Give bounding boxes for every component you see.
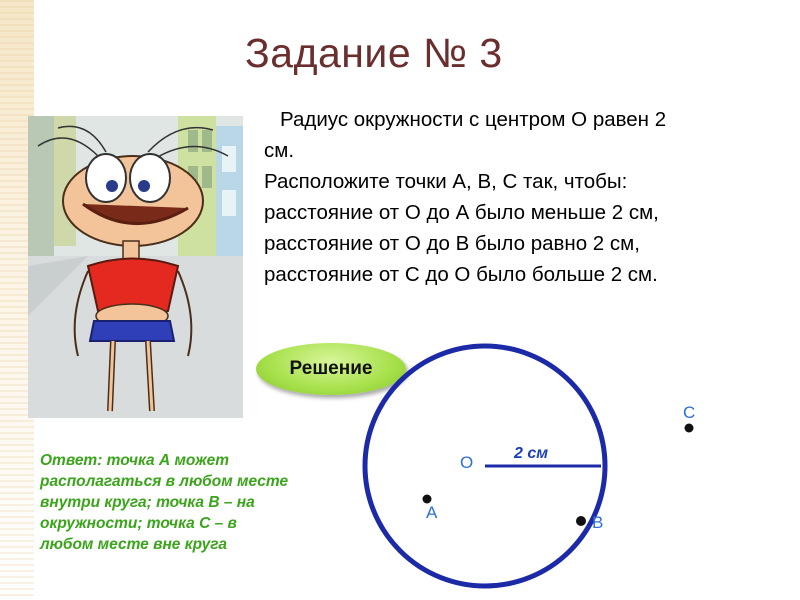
center-label: О: [460, 453, 474, 472]
radius-label: 2 см: [514, 445, 549, 462]
slide-title: Задание № 3: [245, 30, 503, 76]
problem-line: см.: [264, 139, 295, 162]
solution-button[interactable]: Решение: [256, 343, 406, 395]
problem-line: Радиус окружности с центром О равен 2: [280, 108, 667, 131]
problem-line: Расположите точки А, В, С так, чтобы:: [264, 170, 628, 193]
point-a-label: А: [426, 503, 438, 522]
answer-line: внутри круга; точка В – на: [40, 494, 255, 511]
problem-line: расстояние от С до О было больше 2 см.: [264, 263, 658, 286]
point-c-label: С: [683, 403, 696, 422]
point-c: [685, 424, 694, 433]
answer-line: окружности; точка С – в: [40, 515, 237, 532]
point-b: [576, 516, 586, 526]
answer-line: Ответ: точка А может: [40, 452, 230, 469]
answer-line: располагаться в любом месте: [40, 473, 289, 490]
problem-line: расстояние от О до А было меньше 2 см,: [264, 201, 659, 224]
point-b-label: В: [592, 513, 604, 532]
answer-text: [40, 450, 380, 555]
problem-line: расстояние от О до В было равно 2 см,: [264, 232, 640, 255]
answer-line: любом месте вне круга: [40, 536, 227, 553]
